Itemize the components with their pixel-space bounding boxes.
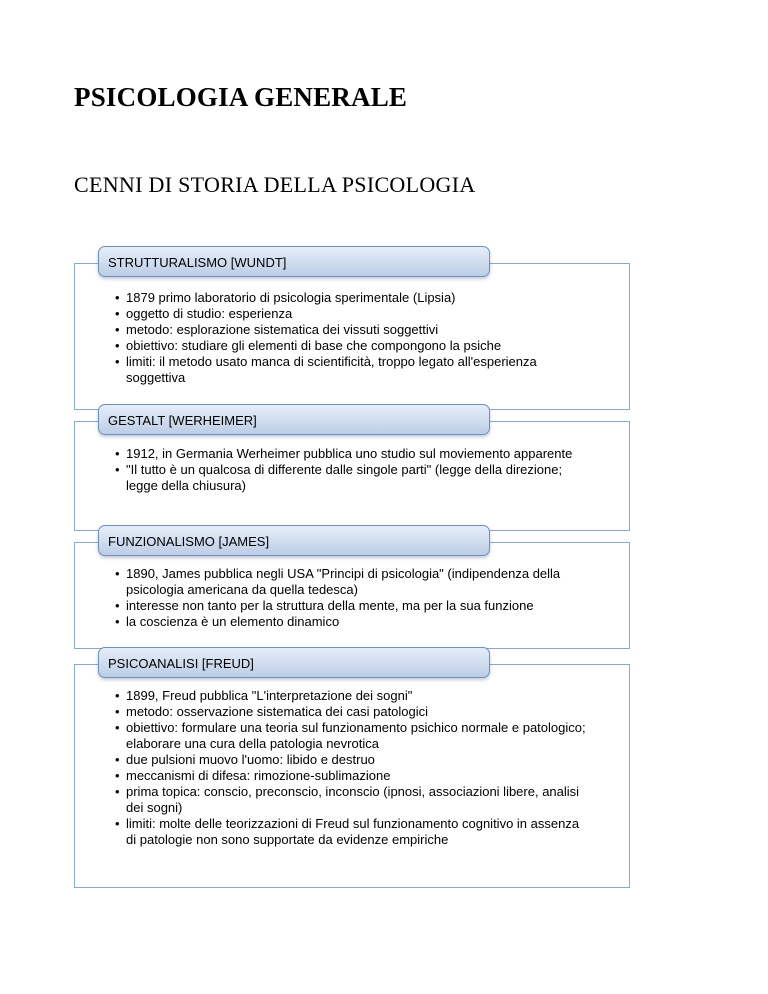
list-item: • 1912, in Germania Werheimer pubblica uno studio sul moviemento apparente	[116, 446, 590, 462]
list-item: • interesse non tanto per la struttura della mente, ma per la sua funzione	[116, 598, 590, 614]
item-list	[116, 290, 590, 386]
list-item: • metodo: esplorazione sistematica dei vissuti soggettivi	[116, 322, 590, 338]
list-item: • 1899, Freud pubblica "L'interpretazione dei sogni"	[116, 688, 590, 704]
list-item: • obiettivo: formulare una teoria sul funzionamento psichico normale e patologico; elaborare una cura della patologia nevrotica	[116, 720, 590, 752]
list-item: • prima topica: conscio, preconscio, inconscio (ipnosi, associazioni libere, analisi dei sogni)	[116, 784, 590, 816]
list-item: • limiti: molte delle teorizzazioni di Freud sul funzionamento cognitivo in assenza di patologie non sono supportate da evidenze empiriche	[116, 816, 590, 848]
list-item: • meccanismi di difesa: rimozione-sublimazione	[116, 768, 590, 784]
section-header: PSICOANALISI [FREUD]	[98, 647, 490, 678]
item-list	[116, 566, 590, 630]
list-item: • limiti: il metodo usato manca di scientificità, troppo legato all'esperienza soggettiva	[116, 354, 590, 386]
section-gestalt	[74, 404, 630, 529]
list-item: • 1890, James pubblica negli USA "Principi di psicologia" (indipendenza della psicologia americana da quella tedesca)	[116, 566, 590, 598]
list-item: • 1879 primo laboratorio di psicologia sperimentale (Lipsia)	[116, 290, 590, 306]
list-item: • due pulsioni muovo l'uomo: libido e destruo	[116, 752, 590, 768]
item-list	[116, 446, 590, 494]
section-funzionalismo	[74, 525, 630, 647]
section-header: GESTALT [WERHEIMER]	[98, 404, 490, 435]
list-item: • oggetto di studio: esperienza	[116, 306, 590, 322]
list-item: • la coscienza è un elemento dinamico	[116, 614, 590, 630]
list-item: • "Il tutto è un qualcosa di differente dalle singole parti" (legge della direzione; legge della chiusura)	[116, 462, 590, 494]
section-psicoanalisi	[74, 647, 630, 886]
page-subtitle: CENNI DI STORIA DELLA PSICOLOGIA	[74, 172, 476, 197]
list-item: • metodo: osservazione sistematica dei casi patologici	[116, 704, 590, 720]
item-list	[116, 688, 590, 848]
section-strutturalismo	[74, 246, 630, 408]
section-header: STRUTTURALISMO [WUNDT]	[98, 246, 490, 277]
section-header: FUNZIONALISMO [JAMES]	[98, 525, 490, 556]
page-title: PSICOLOGIA GENERALE	[74, 82, 408, 112]
list-item: • obiettivo: studiare gli elementi di base che compongono la psiche	[116, 338, 590, 354]
